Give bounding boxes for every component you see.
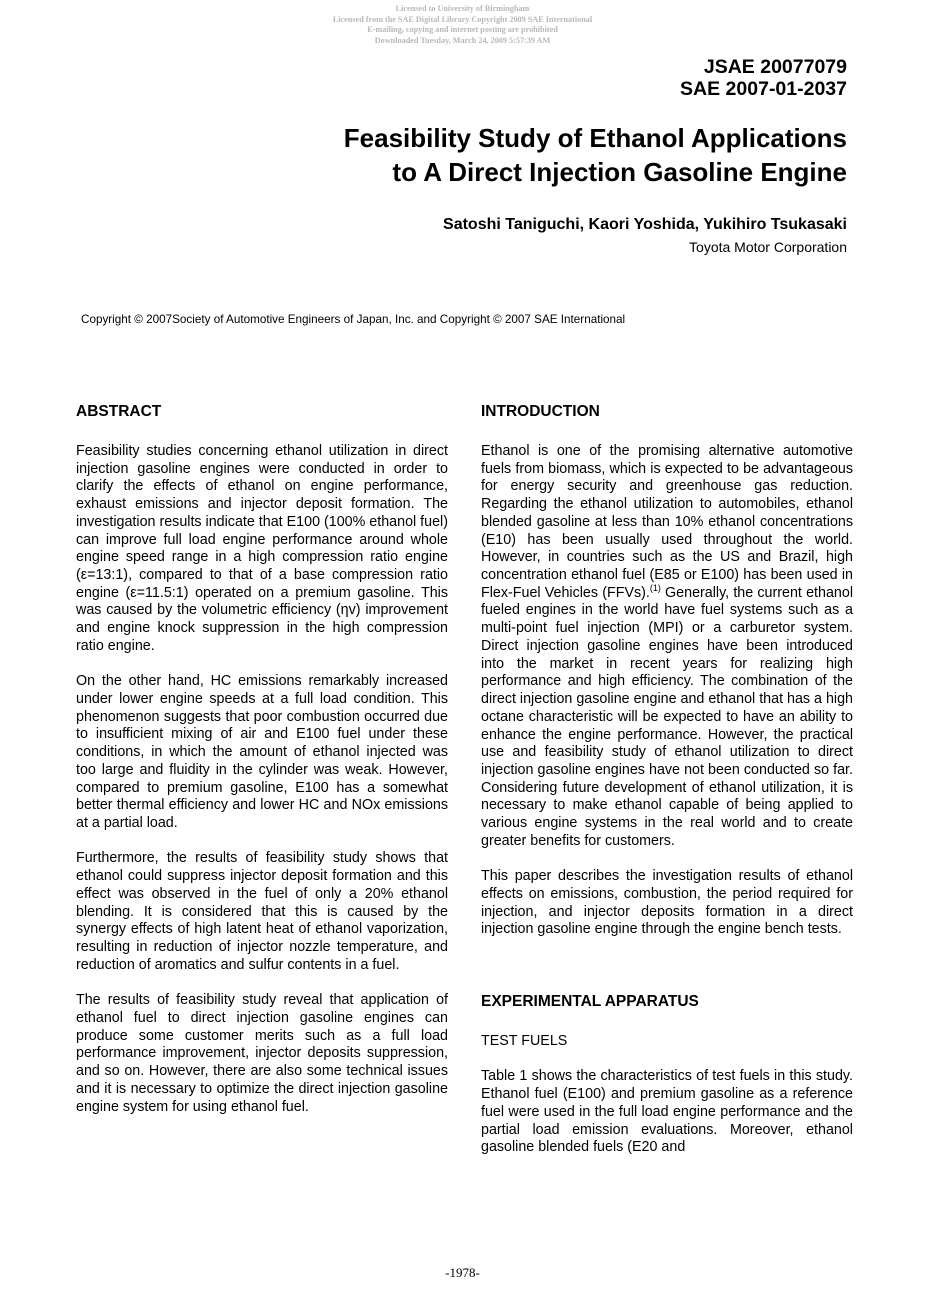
title-line-1: Feasibility Study of Ethanol Applications [343,123,847,153]
paper-identifiers [680,56,847,100]
jsae-id: JSAE 20077079 [703,56,847,78]
introduction-paragraph: This paper describes the investigation results of ethanol effects on emissions, combustion, the period required for injection, and injector deposits formation in a direct injection gasoline engine through the engine bench tests. [481,868,853,938]
reference-citation: (1) [649,582,661,593]
watermark-line: Downloaded Tuesday, March 24, 2009 5:57:39 AM [374,35,551,45]
title-line-2: to A Direct Injection Gasoline Engine [392,157,847,187]
copyright-notice: Copyright © 2007Society of Automotive Engineers of Japan, Inc. and Copyright © 2007 SAE International [81,313,626,326]
introduction-paragraph [481,443,853,851]
abstract-paragraph: The results of feasibility study reveal that application of ethanol fuel to direct injection gasoline engines can produce some customer merits such as a full load performance improvement, injector deposits suppression, and so on. However, there are also some technical issues and it is necessary to optimize the direct injection gasoline engine system for using ethanol fuel. [76,992,448,1115]
watermark-line: E-mailing, copying and internet posting are prohibited [367,25,558,34]
watermark-line: Licensed from the SAE Digital Library Copyright 2009 SAE International [332,14,593,24]
introduction-heading: INTRODUCTION [481,403,600,420]
abstract-paragraph: Furthermore, the results of feasibility study shows that ethanol could suppress injector deposit formation and this effect was observed in the fuel of only a 20% ethanol blending. It is considered that this is caused by the synergy effects of high latent heat of ethanol vaporization, resulting in reduction of injector nozzle temperature, and reduction of aromatics and sulfur contents in a fuel. [76,850,448,973]
paper-title [227,121,847,189]
abstract-heading: ABSTRACT [76,403,162,420]
page-number: -1978- [445,1265,480,1280]
experimental-paragraph: Table 1 shows the characteristics of test fuels in this study. Ethanol fuel (E100) and premium gasoline as a reference fuel were used in the full load engine performance and the partial load emission evaluations. Moreover, ethanol gasoline blended fuels (E20 and [481,1068,853,1156]
license-watermark [0,4,925,46]
affiliation: Toyota Motor Corporation [689,239,847,255]
abstract-paragraph: Feasibility studies concerning ethanol utilization in direct injection gasoline engines were conducted in order to clarify the effects of ethanol on engine performance, exhaust emissions and injector deposit formation. The investigation results indicate that E100 (100% ethanol fuel) can improve full load engine performance around whole engine speed range in a high compression ratio engine (ε=13:1), compared to that of a base compression ratio engine (ε=11.5:1) operated on a premium gasoline. This was caused by the volumetric efficiency (ηv) improvement and engine knock suppression in the high compression ratio engine. [76,443,448,654]
right-column [481,403,853,1175]
intro-text: Ethanol is one of the promising alternative automotive fuels from biomass, which is expected to be advantageous for energy security and greenhouse gas reduction. Regarding the ethanol utilization to automobiles, ethanol blended gasoline at less than 10% ethanol concentrations (E10) has been usually used throughout the world. However, in countries such as the US and Brazil, high concentration ethanol fuel (E85 or E100) has been used in Flex-Fuel Vehicles (FFVs). [481,443,853,601]
experimental-heading: EXPERIMENTAL APPARATUS [481,992,699,1010]
abstract-paragraph: On the other hand, HC emissions remarkably increased under lower engine speeds at a full load condition. This phenomenon suggests that poor combustion occurred due to insufficient mixing of air and E100 fuel under these conditions, in which the amount of ethanol injected was too large and fluidity in the cylinder was weak. However, compared to premium gasoline, E100 has a somewhat better thermal efficiency and lower HC and NOx emissions at a partial load. [76,673,448,832]
left-column [76,403,448,1134]
sae-id: SAE 2007-01-2037 [680,78,847,100]
intro-text: Generally, the current ethanol fueled engines in the world have fuel systems such as a multi-point fuel injection (MPI) or a carburetor system. Direct injection gasoline engines have been introduced into the market in recent years for realizing high performance and high efficiency. The combination of the direct injection gasoline engine and ethanol that has a high octane characteristic will be expected to have an ability to enhance the engine performance. However, the practical use and feasibility study of ethanol utilization to direct injection gasoline engines have not been conducted so far. Considering future development of ethanol utilization, it is necessary to make ethanol capable of being applied to various engine systems in the real world and to create greater benefits for customers. [481,584,853,849]
authors: Satoshi Taniguchi, Kaori Yoshida, Yukihiro Tsukasaki [443,216,847,233]
test-fuels-subheading: TEST FUELS [481,1032,568,1049]
watermark-line: Licensed to University of Birmingham [395,4,530,13]
